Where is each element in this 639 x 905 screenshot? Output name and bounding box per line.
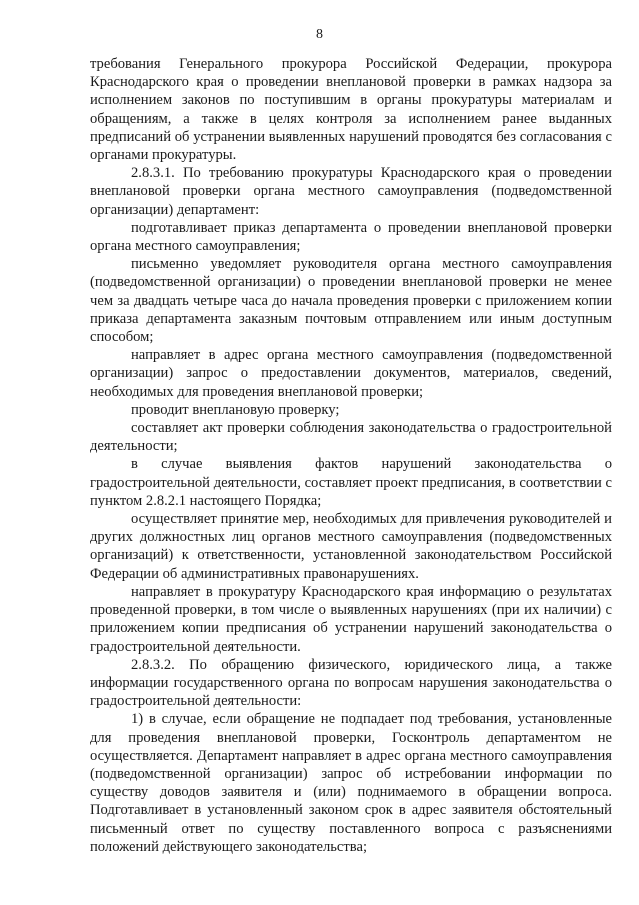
document-body	[90, 55, 612, 856]
paragraph-send-request: направляет в адрес органа местного самоуправления (подведомственной организации) запрос о предоставлении документов, материалов, сведений, необходимых для проведения внеплановой проверки;	[90, 347, 612, 400]
paragraph-2-8-3-2: 2.8.3.2. По обращению физического, юридического лица, а также информации государственного органа по вопросам нарушения законодательства о градостроительной деятельности:	[90, 656, 612, 710]
paragraph-continuation: требования Генерального прокурора Российской Федерации, прокурора Краснодарского края о проведении внеплановой проверки в рамках надзора за исполнением законов по поступившим в органы прокуратуры материалам и обращениям, а также в целях контроля за исполнением ранее выданных предписаний об устранении выявленных нарушений проводятся без согласования с органами прокуратуры.	[90, 56, 612, 164]
paragraph-notify-head: письменно уведомляет руководителя органа местного самоуправления (подведомственной организации) о проведении внеплановой проверки не менее чем за двадцать четыре часа до начала проведения проверки с приложением копии приказа департамента заказным почтовым отправлением или иным доступным способом;	[90, 256, 612, 346]
paragraph-draft-prescription: в случае выявления фактов нарушений законодательства о градостроительной деятельности, составляет проект предписания, в соответствии с пунктом 2.8.2.1 настоящего Порядка;	[90, 456, 612, 509]
page-number: 8	[316, 27, 323, 42]
paragraph-prepare-order: подготавливает приказ департамента о проведении внеплановой проверки органа местного самоуправления;	[90, 219, 612, 255]
paragraph-take-measures: осуществляет принятие мер, необходимых для привлечения руководителей и других должностных лиц органов местного самоуправления (подведомственных организаций) к ответственности, установленной законодательством Российской Федерации об административных правонарушениях.	[90, 511, 612, 582]
paragraph-draw-up-act: составляет акт проверки соблюдения законодательства о градостроительной деятельности;	[90, 420, 612, 455]
paragraph-item-1: 1) в случае, если обращение не подпадает под требования, установленные для проведения внеплановой проверки, Госконтроль департаментом не осуществляется. Департамент направляет в адрес органа местного самоуправления (подведомственной организации) запрос об истребовании информации по существу доводов заявителя и (или) поднимаемого в обращении вопроса. Подготавливает в установленный законом срок в адрес заявителя обстоятельный письменный ответ по существу поставленного вопроса с разъяснениями положений действующего законодательства;	[90, 711, 612, 855]
paragraph-conduct-inspection: проводит внеплановую проверку;	[131, 401, 340, 418]
paragraph-2-8-3-1: 2.8.3.1. По требованию прокуратуры Краснодарского края о проведении внеплановой проверки органа местного самоуправления (подведомственной организации) департамент:	[90, 165, 612, 218]
paragraph-send-to-prosecutor: направляет в прокуратуру Краснодарского края информацию о результатах проведенной проверки, в том числе о выявленных нарушениях (при их наличии) с приложением копии предписания об устранении нарушений законодательства о градостроительной деятельности.	[90, 583, 612, 655]
